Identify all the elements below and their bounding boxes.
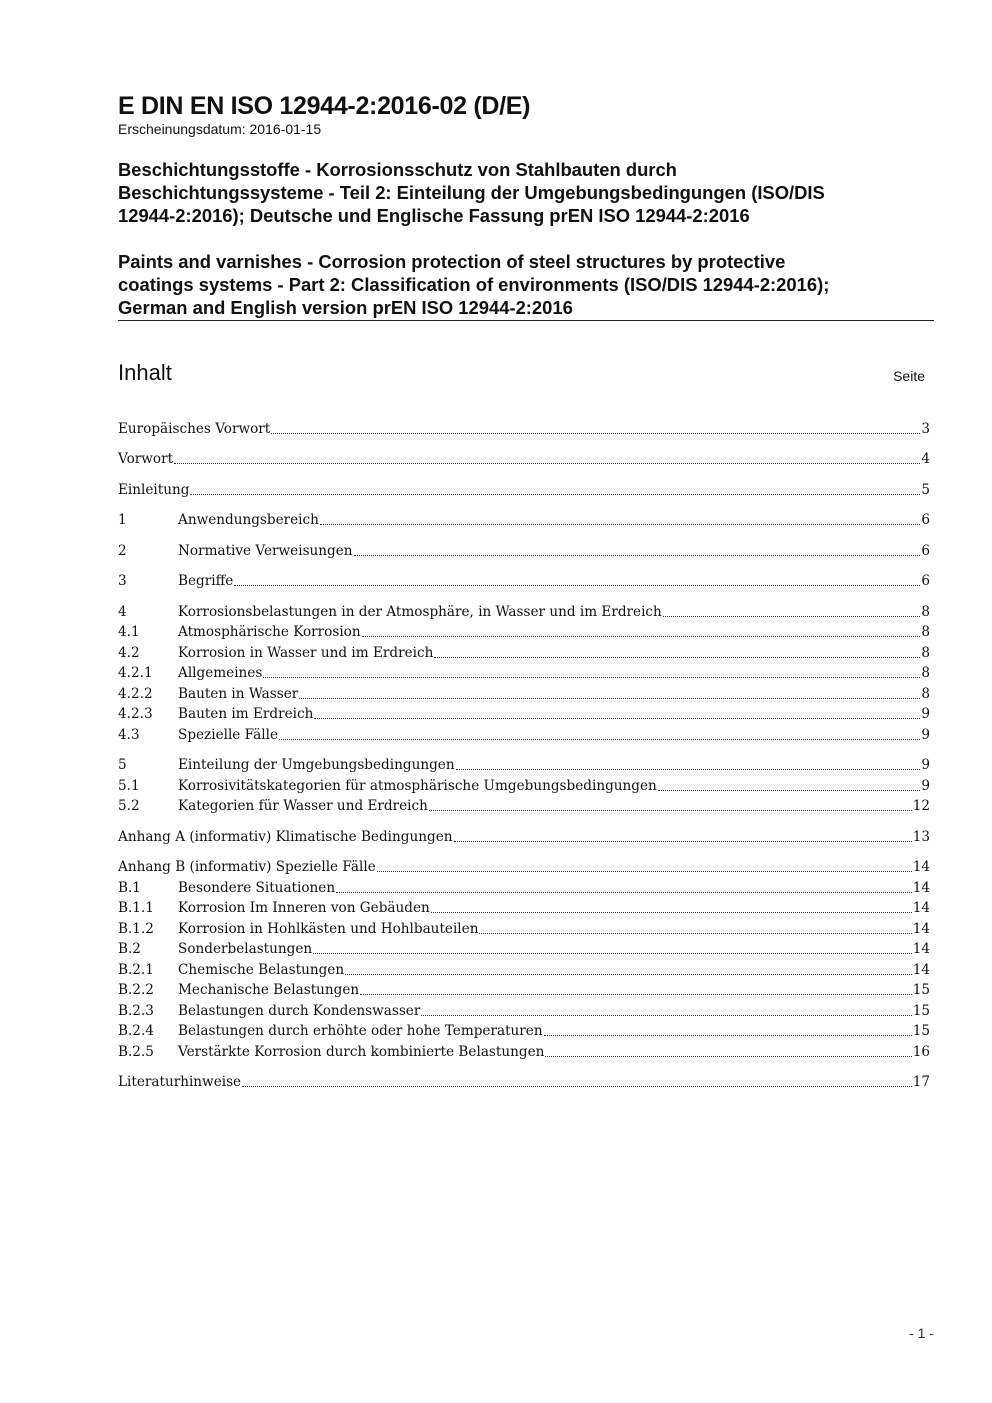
toc-entry[interactable] [118,418,930,438]
toc-entry-page: 5 [921,482,930,498]
toc-dot-leader [336,891,912,893]
toc-entry-number: 4.2.1 [118,665,153,681]
toc-dot-leader [544,1034,912,1036]
toc-entry-title: Kategorien für Wasser und Erdreich [178,798,428,814]
toc-entry-title: Sonderbelastungen [178,941,313,957]
toc-entry-page: 8 [921,665,930,681]
toc-entry-number: 3 [118,573,127,589]
toc-dot-leader [354,554,921,556]
title-english [118,250,934,319]
toc-entry-number: B.2.5 [118,1044,154,1060]
page-number: - 1 - [909,1325,934,1341]
toc-entry[interactable] [118,826,930,846]
toc-dot-leader [174,462,920,464]
toc-dot-leader [431,911,912,913]
toc-dot-leader [663,615,921,617]
toc-entry-number: B.2.4 [118,1023,154,1039]
toc-dot-leader [456,768,921,770]
toc-entry[interactable] [118,754,930,774]
toc-entry[interactable] [118,703,930,723]
toc-entry[interactable] [118,897,930,917]
toc-entry-title: Vorwort [118,451,174,467]
toc-entry-number: B.1.1 [118,900,154,916]
toc-entry-title: Korrosion in Hohlkästen und Hohlbauteilen [178,921,479,937]
toc-entry-page: 15 [912,1023,930,1039]
toc-entry-page: 8 [921,604,930,620]
toc-entry-page: 14 [912,900,930,916]
toc-dot-leader [271,432,920,434]
toc-dot-leader [360,993,912,995]
toc-entry-page: 6 [921,573,930,589]
toc-entry-title: Spezielle Fälle [178,727,279,743]
toc-entry[interactable] [118,1020,930,1040]
toc-entry-page: 9 [921,757,930,773]
toc-entry-title: Einleitung [118,482,190,498]
toc-entry-page: 15 [912,1003,930,1019]
toc-dot-leader [320,523,920,525]
toc-entry-page: 14 [912,941,930,957]
toc-entry-number: B.2.3 [118,1003,154,1019]
toc-entry-number: 4.2 [118,645,140,661]
toc-entry[interactable] [118,979,930,999]
toc-dot-leader [377,870,912,872]
toc-entry[interactable] [118,724,930,744]
toc-page-label: Seite [893,368,925,384]
toc-dot-leader [190,493,920,495]
toc-heading: Inhalt [118,360,172,385]
toc-entry-title: Korrosion in Wasser und im Erdreich [178,645,434,661]
toc-entry-number: 4.3 [118,727,140,743]
toc-entry-page: 8 [921,686,930,702]
toc-entry-number: B.1 [118,880,141,896]
toc-dot-leader [545,1055,911,1057]
title-german-line: 12944-2:2016); Deutsche und Englische Fassung prEN ISO 12944-2:2016 [118,205,750,226]
toc-entry-number: 1 [118,512,127,528]
toc-entry[interactable] [118,856,930,876]
toc-entry-title: Mechanische Belastungen [178,982,360,998]
document-page [118,0,934,1403]
toc-entry-title: Bauten in Wasser [178,686,299,702]
toc-entry-title: Allgemeines [178,665,263,681]
toc-entry[interactable] [118,509,930,529]
title-english-line: coatings systems - Part 2: Classification of environments (ISO/DIS 12944-2:2016); [118,274,830,295]
toc-entry-number: B.2 [118,941,141,957]
toc-entry-page: 14 [912,880,930,896]
toc-entry-title: Einteilung der Umgebungsbedingungen [178,757,455,773]
toc-entry[interactable] [118,540,930,560]
toc-entry-number: B.2.1 [118,962,154,978]
toc-entry-title: Europäisches Vorwort [118,421,271,437]
toc-entry[interactable] [118,662,930,682]
toc-entry[interactable] [118,775,930,795]
title-english-line: Paints and varnishes - Corrosion protection of steel structures by protective [118,251,786,272]
toc-entry-title: Anhang B (informativ) Spezielle Fälle [118,859,376,875]
toc-entry-title: Besondere Situationen [178,880,336,896]
toc-entry-page: 9 [921,706,930,722]
toc-entry-title: Literaturhinweise [118,1074,242,1090]
toc-entry-page: 15 [912,982,930,998]
toc-entry[interactable] [118,795,930,815]
toc-entry[interactable] [118,1071,930,1091]
title-german-line: Beschichtungssysteme - Teil 2: Einteilung der Umgebungsbedingungen (ISO/DIS [118,182,825,203]
toc-entry-title: Belastungen durch Kondenswasser [178,1003,421,1019]
toc-entry-page: 12 [912,798,930,814]
toc-dot-leader [263,676,920,678]
toc-entry-title: Korrosivitätskategorien für atmosphärische Umgebungsbedingungen [178,778,657,794]
toc-entry[interactable] [118,448,930,468]
toc-entry-title: Korrosionsbelastungen in der Atmosphäre, in Wasser und im Erdreich [178,604,662,620]
toc-entry[interactable] [118,938,930,958]
toc-dot-leader [314,717,920,719]
toc-entry-number: 2 [118,543,127,559]
toc-entry[interactable] [118,1041,930,1061]
toc-dot-leader [313,952,912,954]
toc-entry-number: 4.2.3 [118,706,153,722]
toc-entry-page: 8 [921,624,930,640]
toc-entry[interactable] [118,601,930,621]
toc-entry-number: 4.1 [118,624,140,640]
toc-entry-number: 5.1 [118,778,140,794]
toc-entry[interactable] [118,683,930,703]
toc-dot-leader [429,809,912,811]
toc-dot-leader [454,840,912,842]
publication-date: Erscheinungsdatum: 2016-01-15 [118,121,322,137]
toc-entry-number: 5.2 [118,798,140,814]
toc-entry-number: B.1.2 [118,921,154,937]
toc-dot-leader [279,738,920,740]
toc-entry-title: Anhang A (informativ) Klimatische Bedingungen [118,829,453,845]
toc-entry[interactable] [118,959,930,979]
document-id: E DIN EN ISO 12944-2:2016-02 (D/E) [118,92,531,120]
toc-entry-page: 17 [912,1074,930,1090]
title-german [118,158,934,227]
title-divider [118,320,934,321]
toc-entry-page: 13 [912,829,930,845]
toc-entry-number: 4 [118,604,127,620]
title-german-line: Beschichtungsstoffe - Korrosionsschutz von Stahlbauten durch [118,159,677,180]
toc-dot-leader [362,635,921,637]
toc-entry-title: Atmosphärische Korrosion [178,624,361,640]
toc-entry-page: 6 [921,512,930,528]
toc-dot-leader [658,789,921,791]
toc-dot-leader [299,697,920,699]
toc-dot-leader [234,584,920,586]
toc-entry[interactable] [118,479,930,499]
toc-entry-page: 16 [912,1044,930,1060]
toc-entry-number: 5 [118,757,127,773]
toc-dot-leader [434,656,920,658]
toc-entry-title: Chemische Belastungen [178,962,345,978]
toc-entry-number: 4.2.2 [118,686,153,702]
toc-entry-title: Anwendungsbereich [178,512,319,528]
toc-dot-leader [479,932,911,934]
toc-entry-page: 4 [921,451,930,467]
toc-entry-title: Verstärkte Korrosion durch kombinierte Belastungen [178,1044,545,1060]
toc-entry-page: 9 [921,778,930,794]
toc-entry[interactable] [118,1000,930,1020]
toc-entry-page: 3 [921,421,930,437]
toc-entry[interactable] [118,877,930,897]
toc-entry[interactable] [118,918,930,938]
toc-dot-leader [421,1014,911,1016]
title-english-line: German and English version prEN ISO 12944-2:2016 [118,297,573,318]
toc-entry-title: Bauten im Erdreich [178,706,314,722]
toc-entry[interactable] [118,621,930,641]
toc-entry-title: Normative Verweisungen [178,543,353,559]
toc-entry-page: 14 [912,962,930,978]
toc-entry[interactable] [118,642,930,662]
toc-entry-title: Begriffe [178,573,234,589]
toc-entry-title: Korrosion Im Inneren von Gebäuden [178,900,430,916]
toc-entry[interactable] [118,570,930,590]
toc-entry-page: 14 [912,859,930,875]
toc-dot-leader [345,973,912,975]
toc-entry-page: 14 [912,921,930,937]
toc-entry-number: B.2.2 [118,982,154,998]
toc-entry-page: 8 [921,645,930,661]
toc-entry-page: 6 [921,543,930,559]
toc-entry-page: 9 [921,727,930,743]
toc-dot-leader [242,1085,912,1087]
toc-entry-title: Belastungen durch erhöhte oder hohe Temperaturen [178,1023,543,1039]
